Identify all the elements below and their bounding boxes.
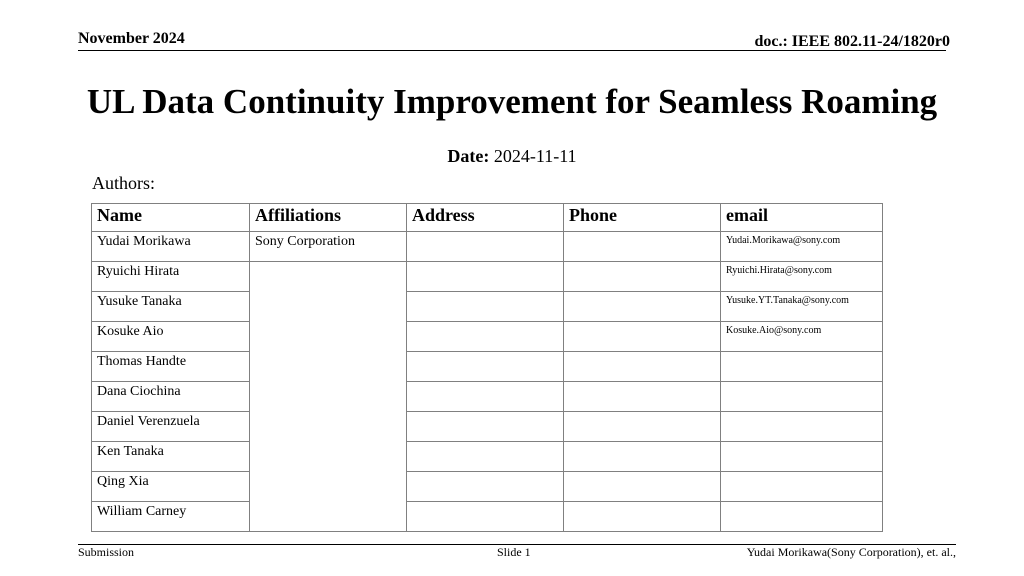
author-email xyxy=(721,352,883,382)
header-email: email xyxy=(721,204,883,232)
table-row xyxy=(92,442,883,472)
author-address xyxy=(407,352,564,382)
author-name: Yudai Morikawa xyxy=(92,232,250,262)
author-phone xyxy=(564,232,721,262)
author-phone xyxy=(564,412,721,442)
authors-table xyxy=(91,203,883,532)
date-label: Date: xyxy=(447,146,490,166)
author-address xyxy=(407,382,564,412)
author-address xyxy=(407,262,564,292)
author-name: Ryuichi Hirata xyxy=(92,262,250,292)
table-row xyxy=(92,352,883,382)
footer-author: Yudai Morikawa(Sony Corporation), et. al., xyxy=(746,545,956,559)
author-phone xyxy=(564,322,721,352)
authors-label: Authors: xyxy=(92,173,155,193)
table-row xyxy=(92,292,883,322)
author-email: Yusuke.YT.Tanaka@sony.com xyxy=(721,292,883,322)
author-name: Qing Xia xyxy=(92,472,250,502)
author-address xyxy=(407,442,564,472)
header-affiliations: Affiliations xyxy=(250,204,407,232)
header-divider xyxy=(78,50,946,51)
table-row xyxy=(92,472,883,502)
author-address xyxy=(407,322,564,352)
table-row xyxy=(92,322,883,352)
author-address xyxy=(407,292,564,322)
author-name: Kosuke Aio xyxy=(92,322,250,352)
author-phone xyxy=(564,442,721,472)
slide-title: UL Data Continuity Improvement for Seamless Roaming xyxy=(86,82,938,121)
author-phone xyxy=(564,262,721,292)
author-address xyxy=(407,502,564,532)
author-name: Dana Ciochina xyxy=(92,382,250,412)
table-row xyxy=(92,412,883,442)
author-phone xyxy=(564,382,721,412)
author-email: Ryuichi.Hirata@sony.com xyxy=(721,262,883,292)
author-email: Kosuke.Aio@sony.com xyxy=(721,322,883,352)
author-email xyxy=(721,412,883,442)
author-affiliation: Sony Corporation xyxy=(250,232,407,262)
author-phone xyxy=(564,502,721,532)
author-address xyxy=(407,232,564,262)
header-date: November 2024 xyxy=(78,30,185,47)
author-name: William Carney xyxy=(92,502,250,532)
author-address xyxy=(407,412,564,442)
footer-slide-number: Slide 1 xyxy=(497,545,531,559)
table-header-row xyxy=(92,204,883,232)
header-address: Address xyxy=(407,204,564,232)
date-line xyxy=(0,146,1024,167)
author-affiliation-merged xyxy=(250,262,407,532)
author-address xyxy=(407,472,564,502)
author-email xyxy=(721,382,883,412)
footer-submission: Submission xyxy=(78,545,135,559)
author-phone xyxy=(564,472,721,502)
author-name: Ken Tanaka xyxy=(92,442,250,472)
author-email xyxy=(721,502,883,532)
author-name: Thomas Handte xyxy=(92,352,250,382)
author-email xyxy=(721,442,883,472)
table-row xyxy=(92,262,883,292)
date-value: 2024-11-11 xyxy=(493,146,577,166)
author-name: Daniel Verenzuela xyxy=(92,412,250,442)
table-row xyxy=(92,502,883,532)
author-phone xyxy=(564,352,721,382)
header-phone: Phone xyxy=(564,204,721,232)
table-row xyxy=(92,232,883,262)
table-row xyxy=(92,382,883,412)
author-email: Yudai.Morikawa@sony.com xyxy=(721,232,883,262)
header-name: Name xyxy=(92,204,250,232)
author-phone xyxy=(564,292,721,322)
header-doc-id: doc.: IEEE 802.11-24/1820r0 xyxy=(754,33,950,50)
author-name: Yusuke Tanaka xyxy=(92,292,250,322)
author-email xyxy=(721,472,883,502)
